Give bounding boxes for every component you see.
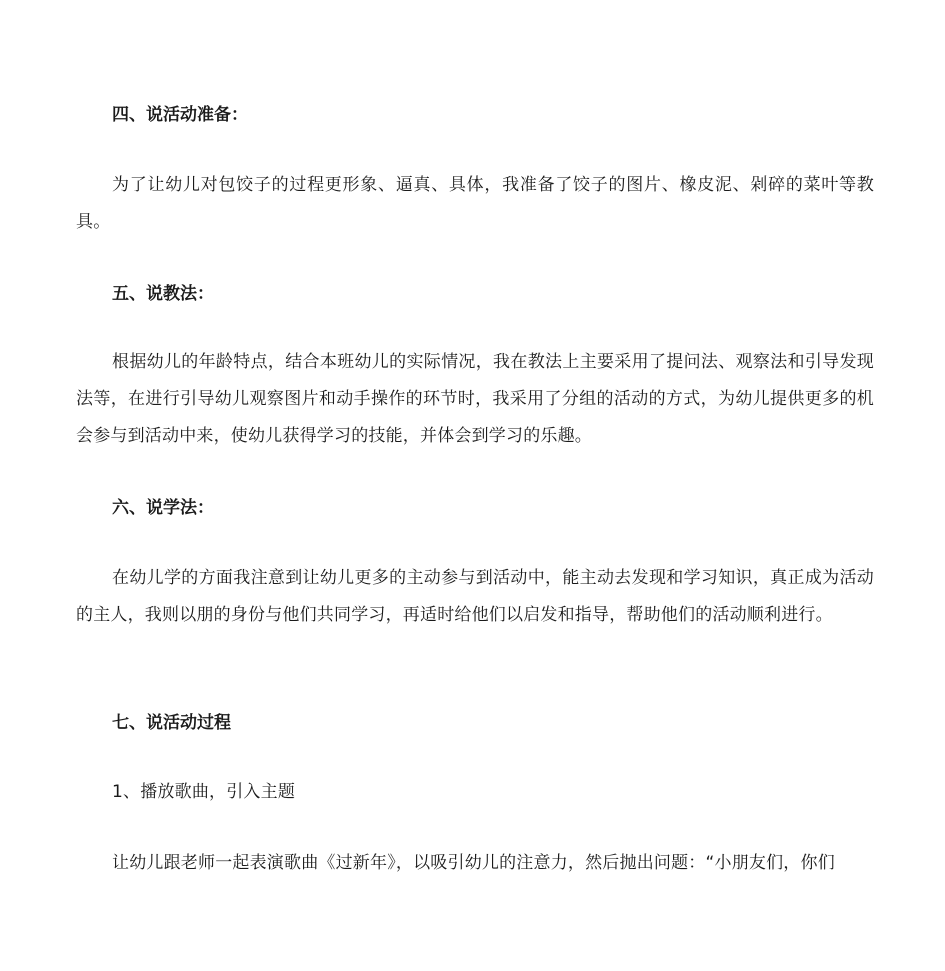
section-paragraph-learning-method: 在幼儿学的方面我注意到让幼儿更多的主动参与到活动中，能主动去发现和学习知识，真正成为活动的主人，我则以朋的身份与他们共同学习，再适时给他们以启发和指导，帮助他们的活动顺利进行。 (76, 568, 874, 625)
section-heading-learning-method: 六、说学法： (112, 498, 214, 518)
section-heading-preparation: 四、说活动准备： (112, 105, 248, 125)
section-heading-activity-process: 七、说活动过程 (112, 713, 231, 733)
section-paragraph-preparation: 为了让幼儿对包饺子的过程更形象、逼真、具体，我准备了饺子的图片、橡皮泥、剁碎的菜叶等教具。 (76, 175, 874, 232)
section-heading-teaching-method: 五、说教法： (112, 284, 214, 304)
section-paragraph-activity-process: 让幼儿跟老师一起表演歌曲《过新年》，以吸引幼儿的注意力，然后抛出问题：“小朋友们，你们 (112, 853, 835, 873)
section-paragraph-teaching-method: 根据幼儿的年龄特点，结合本班幼儿的实际情况，我在教法上主要采用了提问法、观察法和引导发现法等，在进行引导幼儿观察图片和动手操作的环节时，我采用了分组的活动的方式，为幼儿提供更多的机会参与到活动中来，使幼儿获得学习的技能，并体会到学习的乐趣。 (76, 352, 874, 446)
section-subheading-play-song: 1、播放歌曲，引入主题 (112, 782, 296, 802)
